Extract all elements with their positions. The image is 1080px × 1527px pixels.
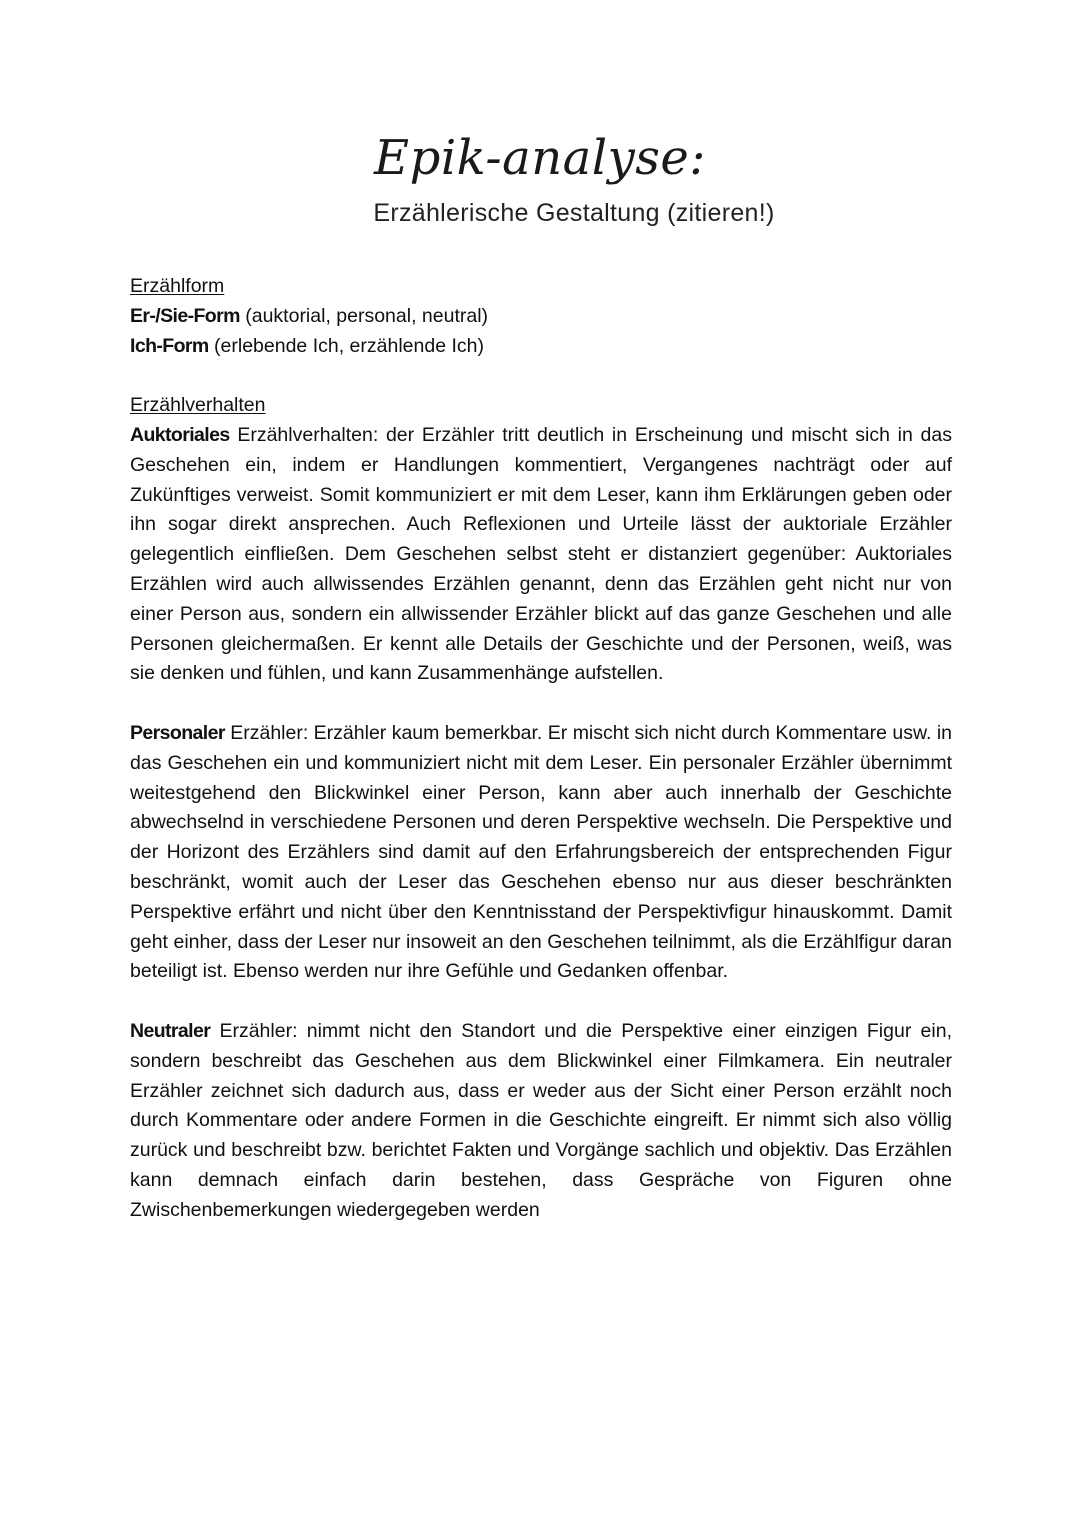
section-erzaehlverhalten xyxy=(130,391,952,1225)
detail-ich-form: (erlebende Ich, erzählende Ich) xyxy=(208,334,484,357)
paragraph-auktorial xyxy=(130,421,952,689)
page-subtitle: Erzählerische Gestaltung (zitieren!) xyxy=(373,199,775,227)
erzaehlform-item-ich-form xyxy=(130,332,952,362)
term-er-sie-form: Er-/Sie-Form xyxy=(130,304,240,327)
term-ich-form: Ich-Form xyxy=(130,334,209,357)
text-auktoriales: Erzählverhalten: der Erzähler tritt deutlich in Erscheinung und mischt sich in das Geschehen ein, indem er Handlungen kommentiert, Vergangenes nachträgt oder auf Zukünftiges verweist. Somit kommuniziert er mit dem Leser, kann ihm Erklärungen geben oder ihn sogar direkt ansprechen. Auch Reflexionen und Urteile lässt der auktoriale Erzähler gelegentlich einfließen. Dem Geschehen selbst steht er distanziert gegenüber: Auktoriales Erzählen wird auch allwissendes Erzählen genannt, denn das Erzählen geht nicht nur von einer Person aus, sondern ein allwissender Erzähler blickt auf das ganze Geschehen und alle Personen gleichermaßen. Er kennt alle Details der Geschichte und der Personen, weiß, was sie denken und fühlen, und kann Zusammenhänge aufstellen. xyxy=(130,423,952,685)
paragraph-personal xyxy=(130,719,952,987)
section-erzaehlform xyxy=(130,272,952,361)
text-neutraler: Erzähler: nimmt nicht den Standort und die Perspektive einer einzigen Figur ein, sondern beschreibt das Geschehen aus dem Blickwinkel einer Filmkamera. Ein neutraler Erzähler zeichnet sich dadurch aus, dass er weder aus der Sicht einer Person erzählt noch durch Kommentare oder andere Formen in die Geschichte eingreift. Er nimmt sich also völlig zurück und beschreibt bzw. berichtet Fakten und Vorgänge sachlich und objektiv. Das Erzählen kann demnach einfach darin bestehen, dass Gespräche von Figuren ohne Zwischenbemerkungen wiedergegeben werden xyxy=(130,1019,952,1221)
paragraph-neutral xyxy=(130,1017,952,1226)
detail-er-sie-form: (auktorial, personal, neutral) xyxy=(239,304,489,327)
section-heading-erzaehlverhalten: Erzählverhalten xyxy=(130,394,266,417)
term-neutraler: Neutraler xyxy=(130,1019,211,1042)
text-personaler: Erzähler: Erzähler kaum bemerkbar. Er mischt sich nicht durch Kommentare usw. in das Geschehen ein und kommuniziert nicht mit dem Leser. Ein personaler Erzähler übernimmt weitestgehend den Blickwinkel einer Person, kann aber auch innerhalb der Geschichte abwechselnd in verschiedene Personen und deren Perspektive wechseln. Die Perspektive und der Horizont des Erzählers sind damit auf den Erfahrungsbereich der entsprechenden Figur beschränkt, womit auch der Leser das Geschehen ebenso nur aus dieser beschränkten Perspektive erfährt und nicht über den Kenntnisstand der Perspektivfigur hinauskommt. Damit geht einher, dass der Leser nur insoweit an den Geschehen teilnimmt, als die Erzählfigur daran beteiligt ist. Ebenso werden nur ihre Gefühle und Gedanken offenbar. xyxy=(130,721,953,983)
page-title: Epik-analyse: xyxy=(374,130,706,186)
section-heading-erzaehlform: Erzählform xyxy=(130,275,225,297)
erzaehlform-item-er-sie-form xyxy=(130,302,952,332)
document-body xyxy=(130,272,952,1255)
term-auktoriales: Auktoriales xyxy=(130,423,230,446)
term-personaler: Personaler xyxy=(130,721,225,744)
